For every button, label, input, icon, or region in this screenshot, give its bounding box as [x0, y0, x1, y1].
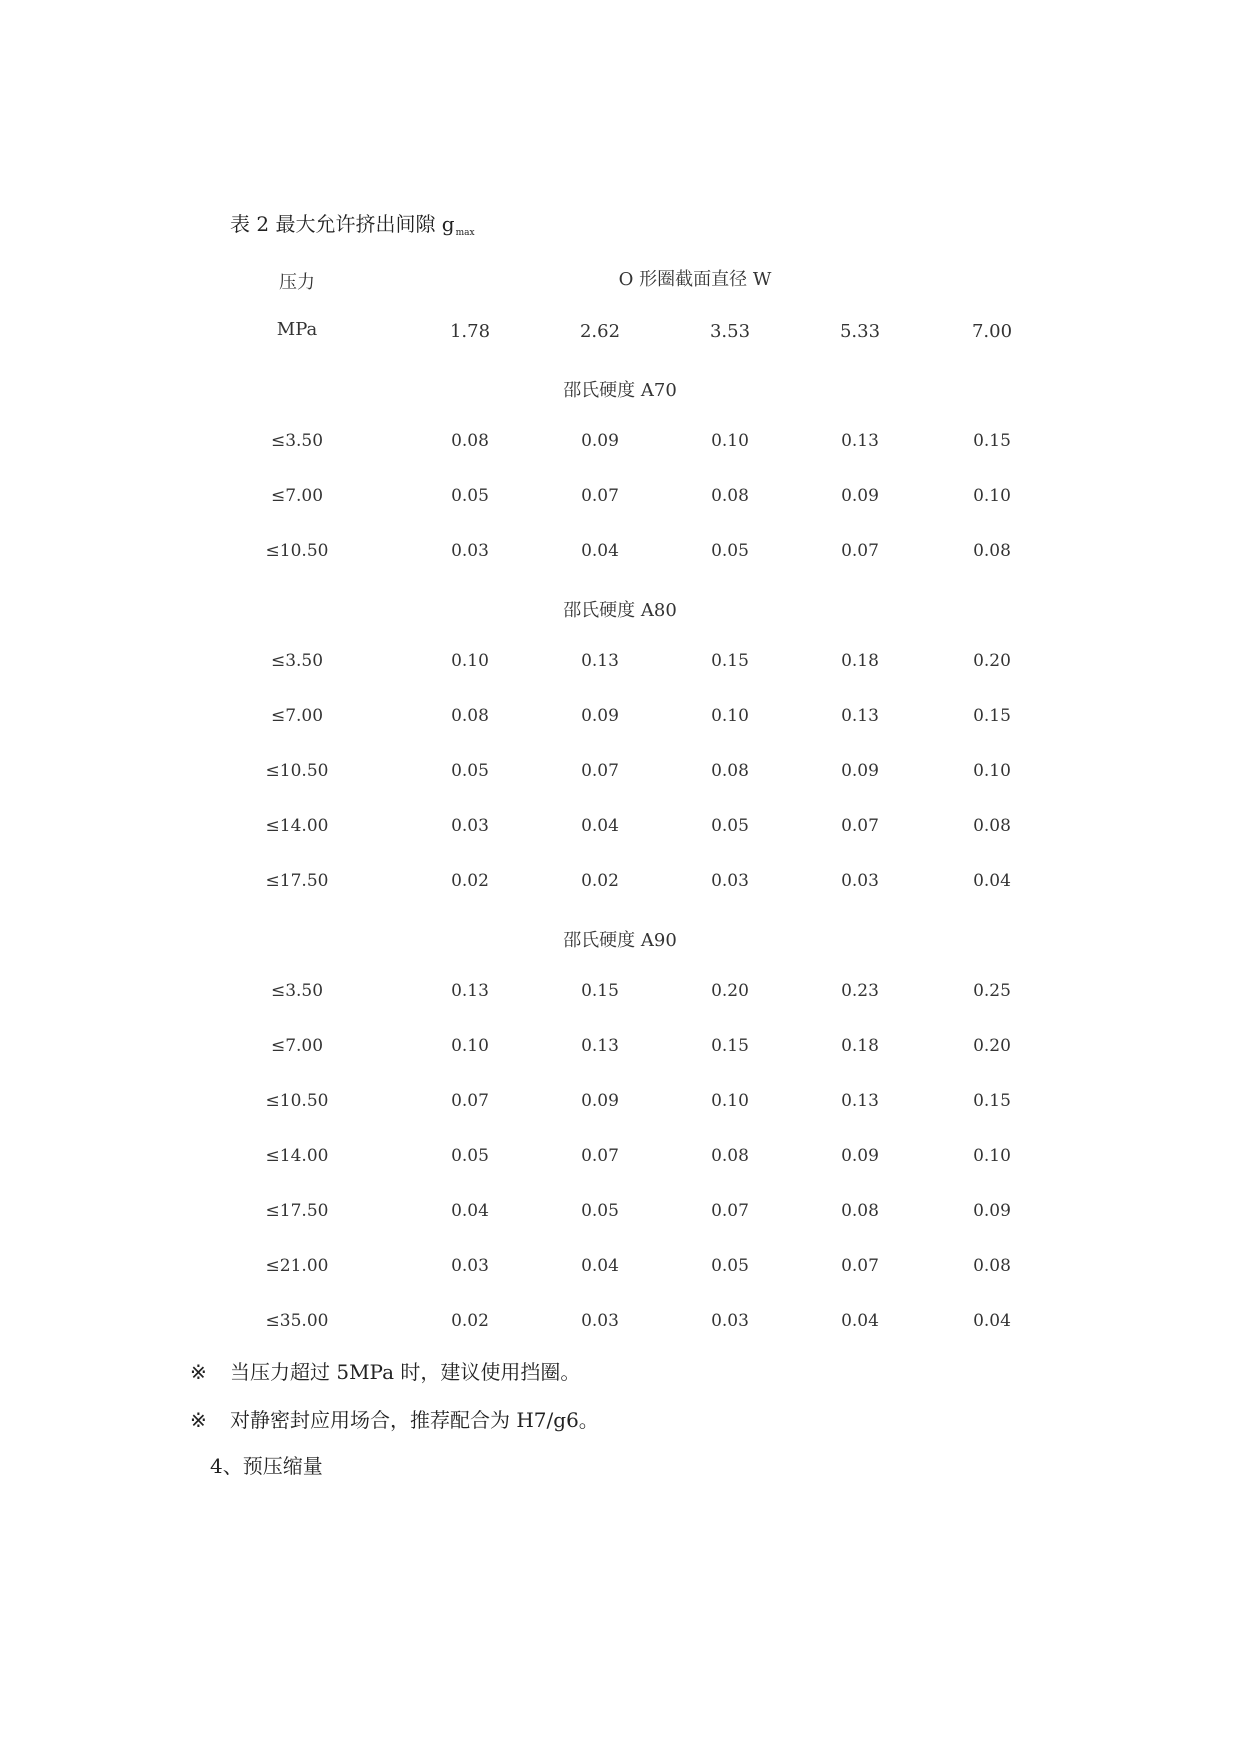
gap-value-cell: 0.08 — [451, 706, 489, 726]
gap-value-cell: 0.10 — [973, 1146, 1011, 1166]
gap-value-cell: 0.15 — [973, 431, 1011, 451]
gap-value-cell: 0.05 — [711, 816, 749, 836]
gap-value-cell: 0.04 — [973, 871, 1011, 891]
gap-value-cell: 0.09 — [973, 1201, 1011, 1221]
gap-value-cell: 0.13 — [841, 706, 879, 726]
gap-value-cell: 0.03 — [451, 1256, 489, 1276]
gap-value-cell: 0.04 — [451, 1201, 489, 1221]
gap-value-cell: 0.09 — [581, 1091, 619, 1111]
gap-value-cell: 0.04 — [581, 816, 619, 836]
note-mark: ※ — [190, 1360, 207, 1384]
gap-value-cell: 0.15 — [581, 981, 619, 1001]
gap-value-cell: 0.03 — [711, 1311, 749, 1331]
gap-value-cell: 0.07 — [451, 1091, 489, 1111]
pressure-cell: ≤17.50 — [265, 871, 329, 891]
hardness-group-label: 邵氏硬度 A80 — [563, 600, 677, 621]
gap-value-cell: 0.18 — [841, 651, 879, 671]
pressure-cell: ≤14.00 — [265, 1146, 329, 1166]
gap-value-cell: 0.07 — [841, 541, 879, 561]
hardness-group-label: 邵氏硬度 A70 — [563, 380, 677, 401]
note-1 — [190, 1356, 580, 1385]
gap-value-cell: 0.20 — [973, 1036, 1011, 1056]
pressure-cell: ≤14.00 — [265, 816, 329, 836]
gap-value-cell: 0.08 — [711, 761, 749, 781]
pressure-cell: ≤3.50 — [270, 981, 324, 1001]
gap-value-cell: 0.07 — [711, 1201, 749, 1221]
gap-value-cell: 0.13 — [581, 1036, 619, 1056]
pressure-header: 压力 — [279, 272, 315, 293]
gap-value-cell: 0.09 — [841, 1146, 879, 1166]
gap-value-cell: 0.09 — [581, 431, 619, 451]
gap-value-cell: 0.10 — [711, 706, 749, 726]
gap-value-cell: 0.05 — [581, 1201, 619, 1221]
column-header-w-2.62: 2.62 — [579, 321, 621, 342]
gap-value-cell: 0.15 — [711, 1036, 749, 1056]
gap-value-cell: 0.07 — [581, 1146, 619, 1166]
gap-value-cell: 0.10 — [451, 1036, 489, 1056]
gap-value-cell: 0.07 — [841, 816, 879, 836]
gap-value-cell: 0.05 — [711, 1256, 749, 1276]
note-mark: ※ — [190, 1408, 207, 1432]
pressure-cell: ≤21.00 — [265, 1256, 329, 1276]
gap-value-cell: 0.05 — [451, 761, 489, 781]
gap-value-cell: 0.15 — [973, 1091, 1011, 1111]
gap-value-cell: 0.08 — [973, 1256, 1011, 1276]
gap-value-cell: 0.04 — [581, 1256, 619, 1276]
gap-value-cell: 0.03 — [581, 1311, 619, 1331]
gap-value-cell: 0.07 — [841, 1256, 879, 1276]
cross-section-header: O 形圈截面直径 W — [618, 269, 772, 290]
pressure-cell: ≤17.50 — [265, 1201, 329, 1221]
pressure-cell: ≤7.00 — [270, 486, 324, 506]
gap-value-cell: 0.25 — [973, 981, 1011, 1001]
gap-value-cell: 0.04 — [973, 1311, 1011, 1331]
gap-value-cell: 0.10 — [973, 761, 1011, 781]
gap-value-cell: 0.04 — [841, 1311, 879, 1331]
pressure-cell: ≤10.50 — [265, 761, 329, 781]
pressure-cell: ≤10.50 — [265, 541, 329, 561]
column-header-w-1.78: 1.78 — [449, 321, 491, 342]
gap-value-cell: 0.08 — [711, 1146, 749, 1166]
hardness-group-label: 邵氏硬度 A90 — [563, 930, 677, 951]
gap-value-cell: 0.03 — [841, 871, 879, 891]
section-heading: 4、预压缩量 — [210, 1454, 323, 1478]
gap-value-cell: 0.20 — [711, 981, 749, 1001]
gap-value-cell: 0.04 — [581, 541, 619, 561]
gap-value-cell: 0.05 — [711, 541, 749, 561]
note-2 — [190, 1404, 599, 1433]
gap-value-cell: 0.08 — [451, 431, 489, 451]
gap-value-cell: 0.10 — [711, 1091, 749, 1111]
table-caption — [230, 208, 475, 238]
column-header-w-5.33: 5.33 — [839, 321, 881, 342]
gap-value-cell: 0.10 — [711, 431, 749, 451]
gap-value-cell: 0.03 — [711, 871, 749, 891]
gap-value-cell: 0.07 — [581, 486, 619, 506]
table-caption-subscript: max — [455, 228, 475, 238]
gap-value-cell: 0.07 — [581, 761, 619, 781]
column-header-w-3.53: 3.53 — [709, 321, 751, 342]
gap-value-cell: 0.15 — [973, 706, 1011, 726]
gap-value-cell: 0.02 — [451, 1311, 489, 1331]
gap-value-cell: 0.03 — [451, 816, 489, 836]
gap-value-cell: 0.02 — [581, 871, 619, 891]
pressure-cell: ≤3.50 — [270, 431, 324, 451]
gap-value-cell: 0.08 — [711, 486, 749, 506]
pressure-cell: ≤35.00 — [265, 1311, 329, 1331]
gap-value-cell: 0.13 — [841, 431, 879, 451]
gap-value-cell: 0.23 — [841, 981, 879, 1001]
gap-value-cell: 0.13 — [841, 1091, 879, 1111]
gap-value-cell: 0.05 — [451, 486, 489, 506]
column-header-w-7.00: 7.00 — [971, 321, 1013, 342]
gap-value-cell: 0.08 — [973, 541, 1011, 561]
gap-value-cell: 0.20 — [973, 651, 1011, 671]
note-text: 当压力超过 5MPa 时，建议使用挡圈。 — [230, 1360, 581, 1384]
pressure-unit-header: MPa — [276, 319, 318, 340]
note-text: 对静密封应用场合，推荐配合为 H7/g6。 — [230, 1408, 599, 1432]
gap-value-cell: 0.08 — [973, 816, 1011, 836]
gap-value-cell: 0.10 — [973, 486, 1011, 506]
gap-value-cell: 0.08 — [841, 1201, 879, 1221]
gap-value-cell: 0.15 — [711, 651, 749, 671]
gap-value-cell: 0.13 — [581, 651, 619, 671]
gap-value-cell: 0.03 — [451, 541, 489, 561]
gap-value-cell: 0.05 — [451, 1146, 489, 1166]
gap-value-cell: 0.18 — [841, 1036, 879, 1056]
pressure-cell: ≤7.00 — [270, 1036, 324, 1056]
gap-value-cell: 0.09 — [841, 761, 879, 781]
pressure-cell: ≤10.50 — [265, 1091, 329, 1111]
gap-value-cell: 0.10 — [451, 651, 489, 671]
table-caption-text: 表 2 最大允许挤出间隙 g — [230, 212, 455, 236]
pressure-cell: ≤3.50 — [270, 651, 324, 671]
gap-value-cell: 0.09 — [581, 706, 619, 726]
gap-value-cell: 0.09 — [841, 486, 879, 506]
pressure-cell: ≤7.00 — [270, 706, 324, 726]
gap-value-cell: 0.13 — [451, 981, 489, 1001]
gap-value-cell: 0.02 — [451, 871, 489, 891]
